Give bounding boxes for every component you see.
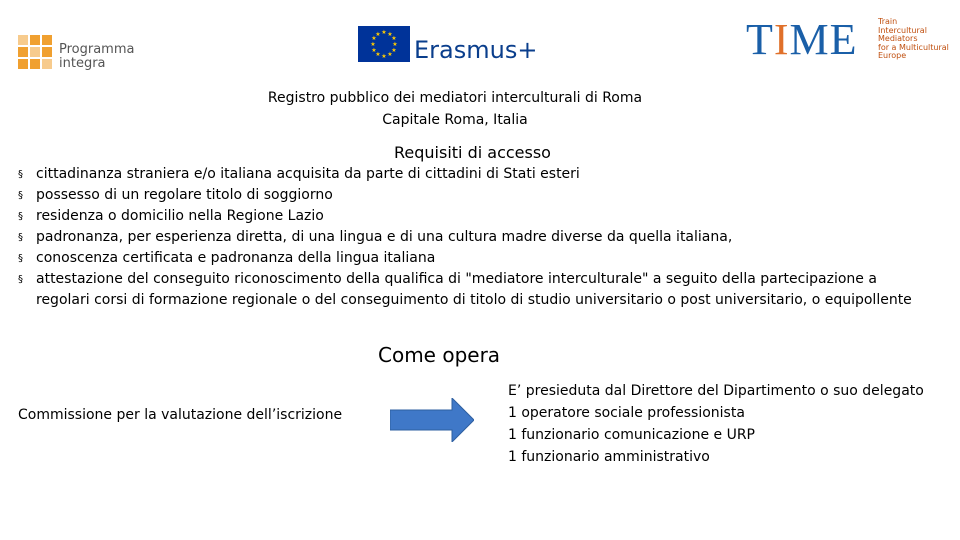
svg-text:★: ★ <box>387 31 393 38</box>
programma-integra-wordmark: Programma integra <box>59 42 135 71</box>
list-item: § conoscenza certificata e padronanza della lingua italiana <box>18 248 918 269</box>
svg-text:★: ★ <box>387 51 393 58</box>
bullet-icon: § <box>18 274 23 285</box>
bullet-icon: § <box>18 211 23 222</box>
time-tagline: Train Intercultural Mediators for a Multicultural Europe <box>878 17 949 60</box>
bullet-icon: § <box>18 169 23 180</box>
svg-text:★: ★ <box>381 53 387 60</box>
svg-text:★: ★ <box>381 29 387 36</box>
detail-line: E’ presieduta dal Direttore del Dipartimento o suo delegato <box>508 383 924 399</box>
commission-details <box>508 380 924 468</box>
svg-text:★: ★ <box>392 41 398 48</box>
list-item: § attestazione del conseguito riconoscimento della qualifica di "mediatore interculturale" a seguito della partecipazione a regolari corsi di formazione regionale o del conseguimento di titolo di studio universitario o post universitario, o equipollente <box>18 271 912 308</box>
how-it-works-heading: Come opera <box>378 343 501 367</box>
svg-text:★: ★ <box>375 51 381 58</box>
svg-text:★: ★ <box>371 35 377 42</box>
svg-text:★: ★ <box>370 41 376 48</box>
programma-integra-grid-icon <box>18 35 54 71</box>
requirements-heading: Requisiti di accesso <box>394 143 551 162</box>
detail-line: 1 operatore sociale professionista <box>508 405 745 421</box>
time-logo: TIME <box>746 15 858 64</box>
svg-text:★: ★ <box>391 47 397 54</box>
requirements-list <box>18 164 918 311</box>
list-item: § possesso di un regolare titolo di soggiorno <box>18 185 918 206</box>
detail-line: 1 funzionario comunicazione e URP <box>508 427 755 443</box>
eu-flag-icon <box>358 26 410 62</box>
commission-label: Commissione per la valutazione dell’iscrizione <box>18 407 343 423</box>
programma-integra-logo <box>18 35 138 75</box>
svg-text:★: ★ <box>371 47 377 54</box>
list-item: § padronanza, per esperienza diretta, di una lingua e di una cultura madre diverse da quella italiana, <box>18 227 918 248</box>
erasmus-wordmark: Erasmus+ <box>414 36 538 64</box>
right-arrow-icon <box>390 398 474 442</box>
svg-text:★: ★ <box>375 31 381 38</box>
page-title: Registro pubblico dei mediatori interculturali di Roma <box>267 90 643 106</box>
list-item: § cittadinanza straniera e/o italiana acquisita da parte di cittadini di Stati esteri <box>18 164 918 185</box>
bullet-icon: § <box>18 253 23 264</box>
bullet-icon: § <box>18 232 23 243</box>
page-subtitle: Capitale Roma, Italia <box>382 112 528 128</box>
list-item: § residenza o domicilio nella Regione Lazio <box>18 206 918 227</box>
bullet-icon: § <box>18 190 23 201</box>
detail-line: 1 funzionario amministrativo <box>508 449 710 465</box>
svg-text:★: ★ <box>391 35 397 42</box>
